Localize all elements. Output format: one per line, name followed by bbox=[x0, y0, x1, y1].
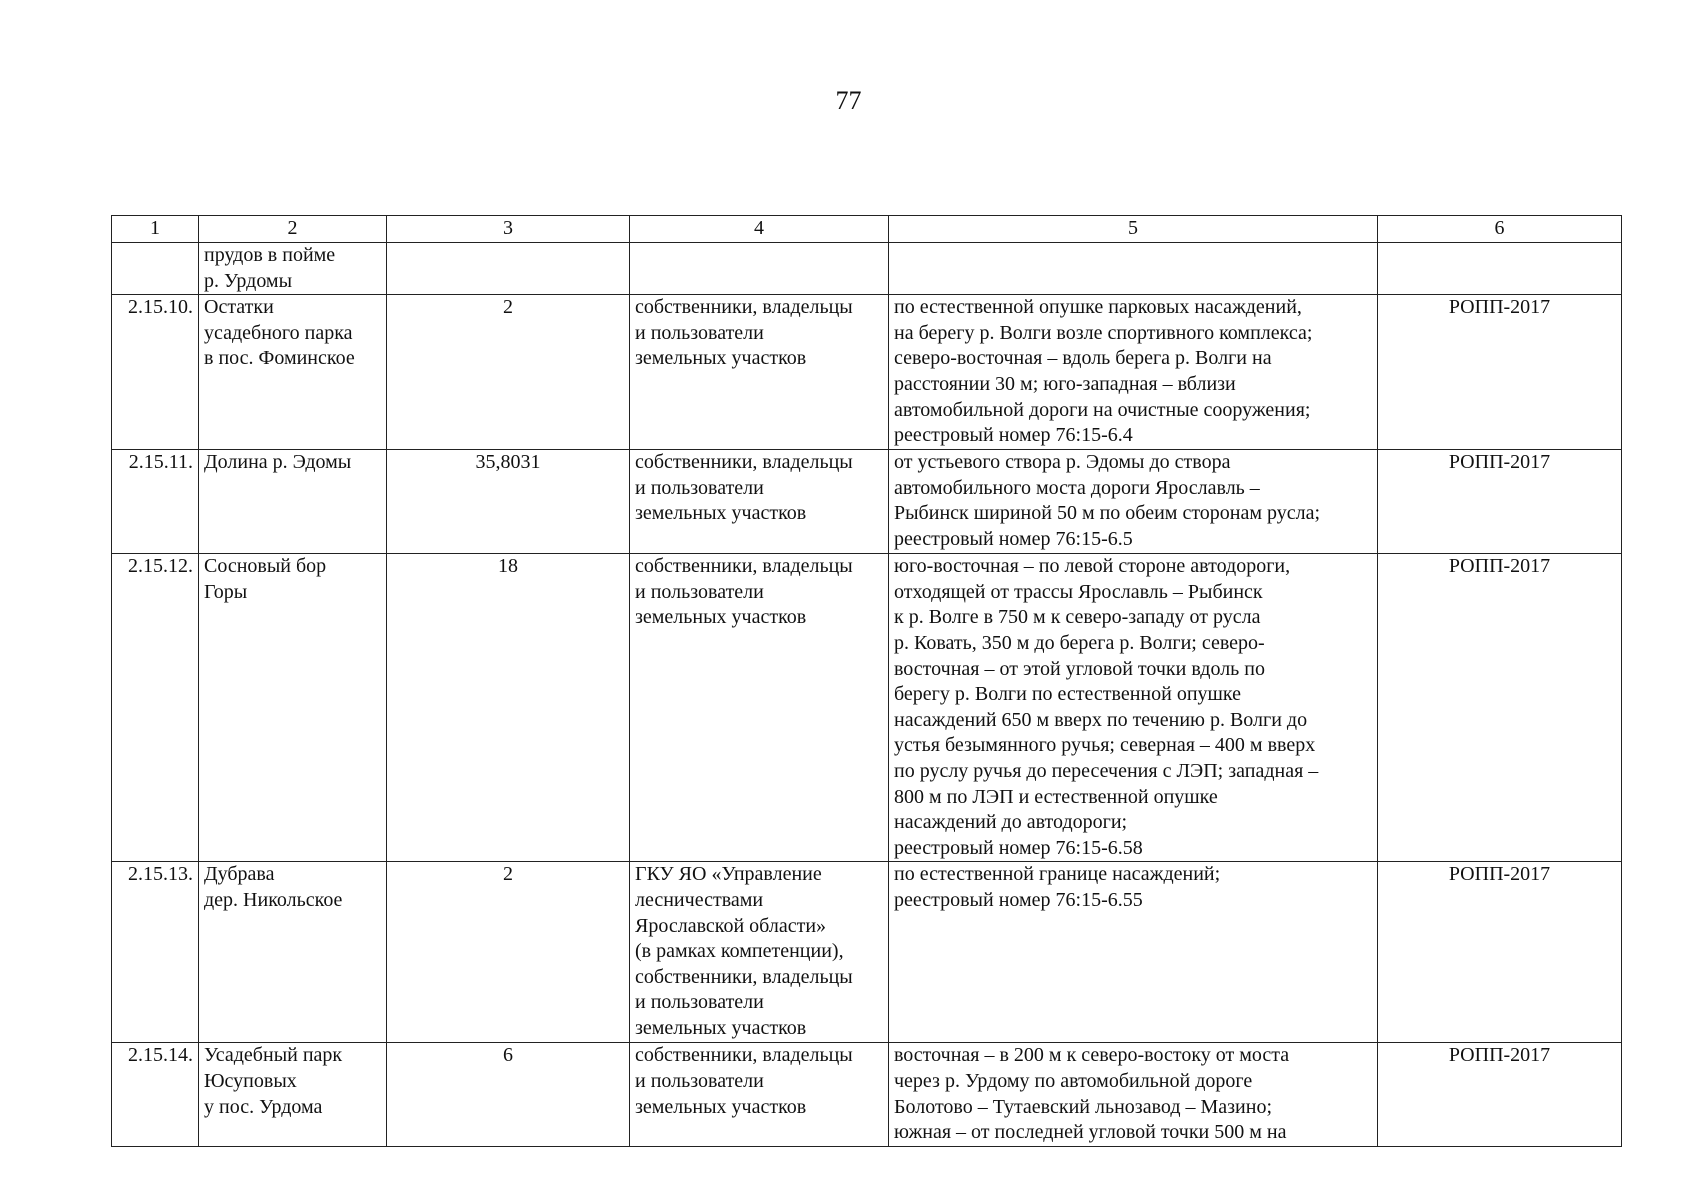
table-row-continuation bbox=[112, 243, 1622, 295]
column-header: 1 bbox=[112, 216, 199, 243]
cell-area bbox=[387, 243, 630, 295]
table-row bbox=[112, 450, 1622, 554]
cell-owners: ГКУ ЯО «Управление лесничествами Ярославской области» (в рамках компетенции), собственники, владельцы и пользователи земельных участков bbox=[630, 862, 889, 1043]
cell-document: РОПП-2017 bbox=[1378, 450, 1622, 554]
cell-area: 2 bbox=[387, 862, 630, 1043]
cell-name: Сосновый бор Горы bbox=[199, 554, 387, 862]
cell-borders: восточная – в 200 м к северо-востоку от моста через р. Урдому по автомобильной дороге Болотово – Тутаевский льнозавод – Мазино; южная – от последней угловой точки 500 м на bbox=[889, 1043, 1378, 1147]
cell-number: 2.15.11. bbox=[112, 450, 199, 554]
cell-number bbox=[112, 243, 199, 295]
cell-borders: по естественной границе насаждений; реестровый номер 76:15-6.55 bbox=[889, 862, 1378, 1043]
cell-number: 2.15.14. bbox=[112, 1043, 199, 1147]
cell-number: 2.15.10. bbox=[112, 295, 199, 450]
cell-owners: собственники, владельцы и пользователи земельных участков bbox=[630, 295, 889, 450]
cell-name: Долина р. Эдомы bbox=[199, 450, 387, 554]
cell-name: Остатки усадебного парка в пос. Фоминское bbox=[199, 295, 387, 450]
column-header: 5 bbox=[889, 216, 1378, 243]
cell-number: 2.15.12. bbox=[112, 554, 199, 862]
cell-document: РОПП-2017 bbox=[1378, 554, 1622, 862]
cell-owners: собственники, владельцы и пользователи земельных участков bbox=[630, 554, 889, 862]
cell-name: Дубрава дер. Никольское bbox=[199, 862, 387, 1043]
cell-borders: по естественной опушке парковых насаждений, на берегу р. Волги возле спортивного комплекса; северо-восточная – вдоль берега р. Волги на расстоянии 30 м; юго-западная – вблизи автомобильной дороги на очистные сооружения; реестровый номер 76:15-6.4 bbox=[889, 295, 1378, 450]
table-row bbox=[112, 554, 1622, 862]
cell-borders: юго-восточная – по левой стороне автодороги, отходящей от трассы Ярославль – Рыбинск к р. Волге в 750 м к северо-западу от русла р. Ковать, 350 м до берега р. Волги; северо- восточная – от этой угловой точки вдоль по берегу р. Волги по естественной опушке насаждений 650 м вверх по течению р. Волги до устья безымянного ручья; северная – 400 м вверх по руслу ручья до пересечения с ЛЭП; западная – 800 м по ЛЭП и естественной опушке насаждений до автодороги; реестровый номер 76:15-6.58 bbox=[889, 554, 1378, 862]
cell-document: РОПП-2017 bbox=[1378, 862, 1622, 1043]
cell-borders: от устьевого створа р. Эдомы до створа автомобильного моста дороги Ярославль – Рыбинск шириной 50 м по обеим сторонам русла; реестровый номер 76:15-6.5 bbox=[889, 450, 1378, 554]
table-row bbox=[112, 1043, 1622, 1147]
column-header: 3 bbox=[387, 216, 630, 243]
page-number: 77 bbox=[835, 86, 862, 115]
cell-name: прудов в пойме р. Урдомы bbox=[199, 243, 387, 295]
cell-name: Усадебный парк Юсуповых у пос. Урдома bbox=[199, 1043, 387, 1147]
column-header: 6 bbox=[1378, 216, 1622, 243]
column-header: 2 bbox=[199, 216, 387, 243]
table-row bbox=[112, 862, 1622, 1043]
column-header: 4 bbox=[630, 216, 889, 243]
cell-document bbox=[1378, 243, 1622, 295]
cell-owners bbox=[630, 243, 889, 295]
table-header-row bbox=[112, 216, 1622, 243]
cell-area: 18 bbox=[387, 554, 630, 862]
cell-area: 2 bbox=[387, 295, 630, 450]
cell-document: РОПП-2017 bbox=[1378, 1043, 1622, 1147]
table-row bbox=[112, 295, 1622, 450]
data-table bbox=[111, 215, 1622, 1147]
cell-document: РОПП-2017 bbox=[1378, 295, 1622, 450]
cell-borders bbox=[889, 243, 1378, 295]
cell-owners: собственники, владельцы и пользователи земельных участков bbox=[630, 450, 889, 554]
cell-area: 6 bbox=[387, 1043, 630, 1147]
cell-number: 2.15.13. bbox=[112, 862, 199, 1043]
cell-area: 35,8031 bbox=[387, 450, 630, 554]
cell-owners: собственники, владельцы и пользователи земельных участков bbox=[630, 1043, 889, 1147]
